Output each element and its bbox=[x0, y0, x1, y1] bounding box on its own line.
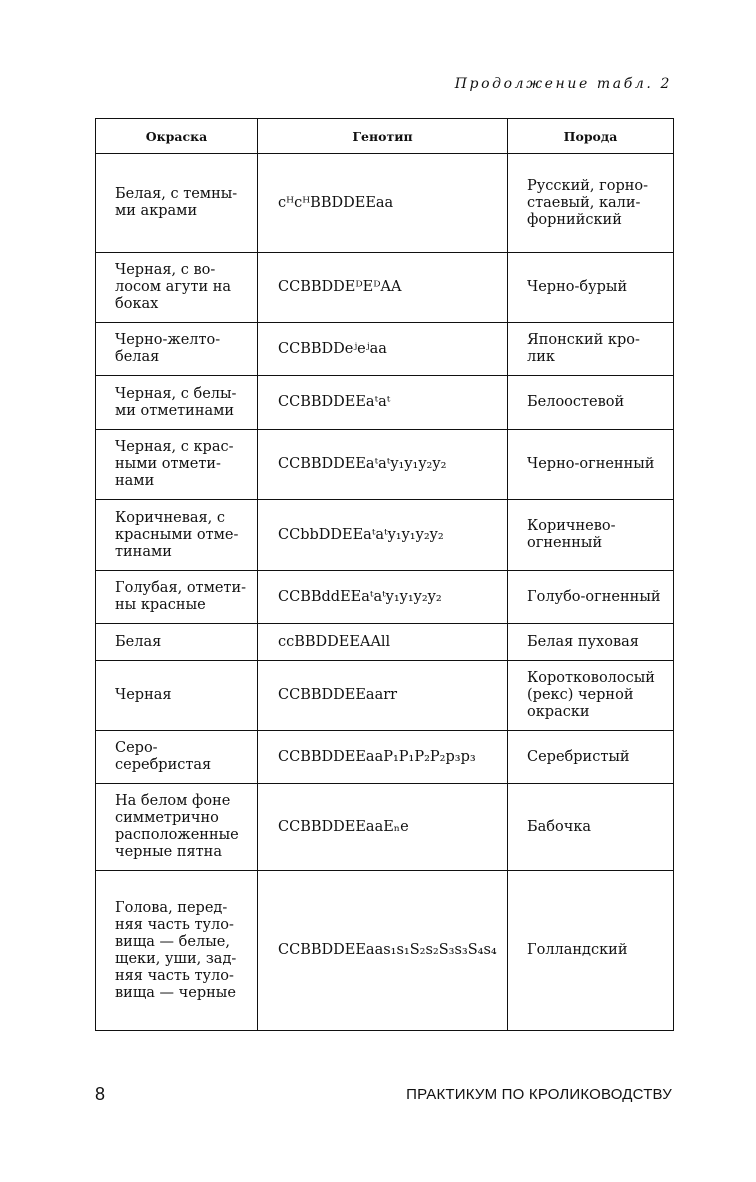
breed-cell: Японский кро- лик bbox=[508, 323, 674, 376]
table-row bbox=[96, 784, 674, 871]
table-row bbox=[96, 871, 674, 1031]
genotype-cell: cᴴcᴴBBDDEEaa bbox=[258, 154, 508, 253]
breed-cell: Голубо-огненный bbox=[508, 571, 674, 624]
breed-cell: Черно-огненный bbox=[508, 430, 674, 500]
breed-cell: Черно-бурый bbox=[508, 253, 674, 323]
table-row bbox=[96, 731, 674, 784]
table-row bbox=[96, 430, 674, 500]
color-cell: Голова, перед- няя часть туло- вища — белые, щеки, уши, зад- няя часть туло- вища — черные bbox=[96, 871, 258, 1031]
breed-cell: Бабочка bbox=[508, 784, 674, 871]
breed-cell: Русский, горно- стаевый, кали- форнийский bbox=[508, 154, 674, 253]
header-breed: Порода bbox=[508, 119, 674, 154]
table-row bbox=[96, 323, 674, 376]
table-header-row bbox=[96, 119, 674, 154]
genotype-cell: CCBBDDEEaᵗaᵗ bbox=[258, 376, 508, 430]
breed-cell: Коротковолосый (рекс) черной окраски bbox=[508, 661, 674, 731]
color-cell: Коричневая, с красными отме- тинами bbox=[96, 500, 258, 571]
genotype-cell: CCBBDDEEaaEₙe bbox=[258, 784, 508, 871]
genotype-cell: CCBBDDeʲeʲaa bbox=[258, 323, 508, 376]
breed-cell: Серебристый bbox=[508, 731, 674, 784]
genotype-cell: CCBBDDEEaᵗaᵗy₁y₁y₂y₂ bbox=[258, 430, 508, 500]
page-number: 8 bbox=[95, 1084, 106, 1104]
table-row bbox=[96, 253, 674, 323]
genotype-cell: CCBBddEEaᵗaᵗy₁y₁y₂y₂ bbox=[258, 571, 508, 624]
color-cell: Черная, с крас- ными отмети- нами bbox=[96, 430, 258, 500]
color-cell: На белом фоне симметрично расположенные черные пятна bbox=[96, 784, 258, 871]
breed-cell: Голландский bbox=[508, 871, 674, 1031]
table-row bbox=[96, 624, 674, 661]
color-cell: Белая, с темны- ми акрами bbox=[96, 154, 258, 253]
genotype-cell: ccBBDDEEAAll bbox=[258, 624, 508, 661]
color-cell: Черная, с белы- ми отметинами bbox=[96, 376, 258, 430]
breed-cell: Коричнево- огненный bbox=[508, 500, 674, 571]
header-color: Окраска bbox=[96, 119, 258, 154]
table-row bbox=[96, 661, 674, 731]
color-cell: Черная, с во- лосом агути на боках bbox=[96, 253, 258, 323]
breed-cell: Белая пуховая bbox=[508, 624, 674, 661]
table-row bbox=[96, 154, 674, 253]
genotype-cell: CCBBDDEEaas₁s₁S₂s₂S₃s₃S₄s₄ bbox=[258, 871, 508, 1031]
color-cell: Белая bbox=[96, 624, 258, 661]
color-cell: Серо- серебристая bbox=[96, 731, 258, 784]
table-row bbox=[96, 571, 674, 624]
genotype-cell: CCBBDDEEaaP₁P₁P₂P₂p₃p₃ bbox=[258, 731, 508, 784]
table-continuation-caption: Продолжение табл. 2 bbox=[454, 76, 672, 92]
color-cell: Голубая, отмети- ны красные bbox=[96, 571, 258, 624]
table-row bbox=[96, 376, 674, 430]
table-row bbox=[96, 500, 674, 571]
genotype-table bbox=[95, 118, 674, 1031]
genotype-cell: CCBBDDEᴰEᴰAA bbox=[258, 253, 508, 323]
running-title: ПРАКТИКУМ ПО КРОЛИКОВОДСТВУ bbox=[406, 1086, 672, 1103]
color-cell: Черно-желто- белая bbox=[96, 323, 258, 376]
header-genotype: Генотип bbox=[258, 119, 508, 154]
color-cell: Черная bbox=[96, 661, 258, 731]
breed-cell: Белоостевой bbox=[508, 376, 674, 430]
genotype-cell: CCBBDDEEaarr bbox=[258, 661, 508, 731]
genotype-cell: CCbbDDEEaᵗaᵗy₁y₁y₂y₂ bbox=[258, 500, 508, 571]
